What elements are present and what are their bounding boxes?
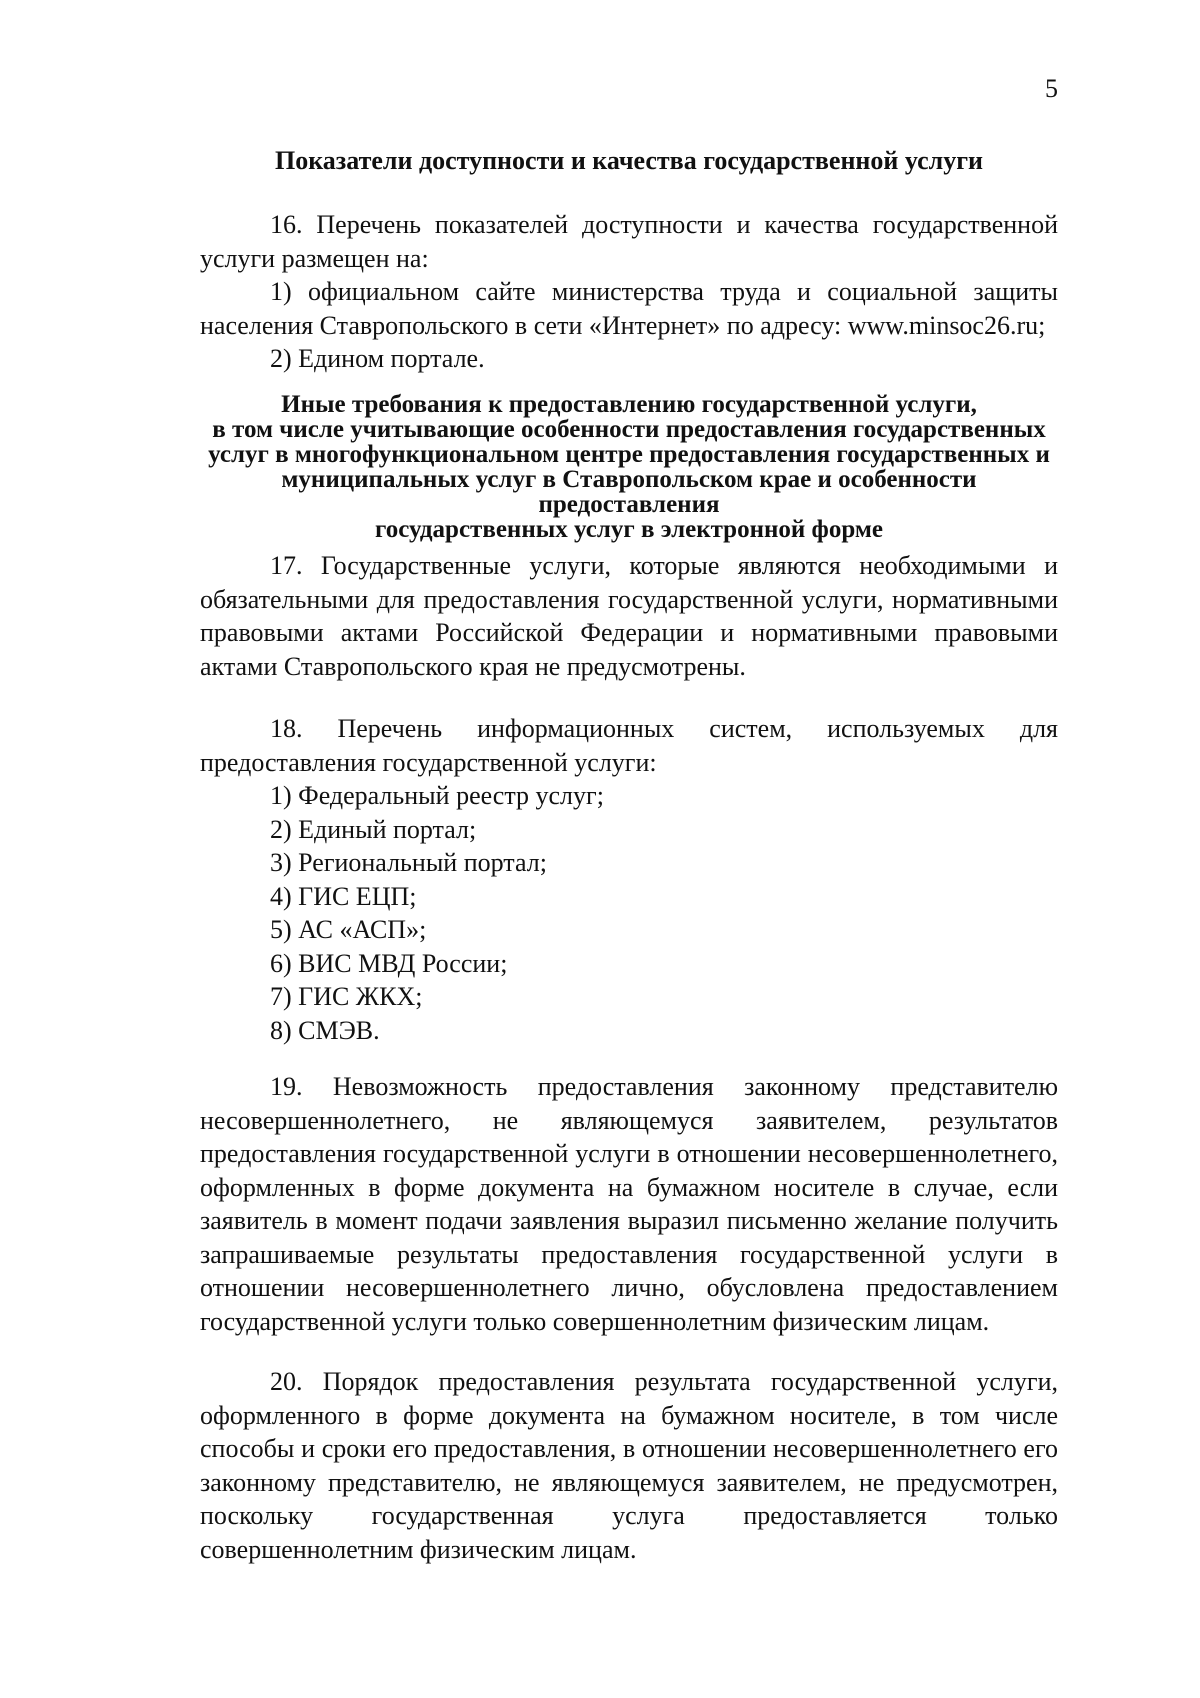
list-item: 4) ГИС ЕЦП; [270, 881, 417, 911]
heading-line: услуг в многофункциональном центре предоставления государственных и [208, 441, 1050, 468]
paragraph-16-text: 16. Перечень показателей доступности и качества государственной услуги размещен на: [200, 210, 1058, 273]
paragraph-19-text: 19. Невозможность предоставления законному представителю несовершеннолетнего, не являющемуся заявителем, результатов предоставления государственной услуги в отношении несовершеннолетнего, оформленных в форме документа на бумажном носителе в случае, если заявитель в момент подачи заявления выразил письменно желание получить запрашиваемые результаты предоставления государственной услуги в отношении несовершеннолетнего лично, обусловлена предоставлением государственной услуги только совершеннолетним физическим лицам. [200, 1072, 1058, 1336]
paragraph-20 [200, 1365, 1058, 1566]
list-item: 7) ГИС ЖКХ; [270, 982, 423, 1011]
list-item: 2) Единый портал; [270, 814, 477, 844]
list-item: 3) Региональный портал; [270, 848, 547, 877]
paragraph-16 [200, 208, 1058, 376]
page-number: 5 [1045, 74, 1058, 103]
section-heading-other-requirements [200, 392, 1058, 542]
paragraph-19 [200, 1070, 1058, 1338]
paragraph-20-text: 20. Порядок предоставления результата государственной услуги, оформленного в форме документа на бумажном носителе, в том числе способы и сроки его предоставления, в отношении несовершеннолетнего его законному представителю, не являющемуся заявителем, не предусмотрен, поскольку государственная услуга предоставляется только совершеннолетним физическим лицам. [200, 1367, 1058, 1564]
heading-line: в том числе учитывающие особенности предоставления государственных [212, 416, 1046, 443]
list-item: 6) ВИС МВД России; [270, 948, 508, 978]
heading-line: Иные требования к предоставлению государственной услуги, [281, 391, 977, 418]
paragraph-17-text: 17. Государственные услуги, которые являются необходимыми и обязательными для предоставления государственной услуги, нормативными правовыми актами Российской Федерации и нормативными правовыми актами Ставропольского края не предусмотрены. [200, 551, 1058, 681]
list-item: 1) официальном сайте министерства труда и социальной защиты населения Ставропольского в сети «Интернет» по адресу: www.minsoc26.ru; [200, 277, 1058, 340]
paragraph-18 [200, 712, 1058, 1047]
heading-line: государственных услуг в электронной форме [374, 516, 883, 543]
section-heading-quality: Показатели доступности и качества государственной услуги [274, 146, 984, 175]
list-item: 5) АС «АСП»; [270, 915, 427, 944]
list-item: 2) Едином портале. [270, 344, 485, 373]
heading-line: муниципальных услуг в Ставропольском крае и особенности предоставления [281, 466, 977, 518]
paragraph-17 [200, 549, 1058, 683]
list-item: 8) СМЭВ. [270, 1015, 380, 1045]
paragraph-18-text: 18. Перечень информационных систем, используемых для предоставления государственной услуги: [200, 714, 1058, 777]
list-item: 1) Федеральный реестр услуг; [270, 781, 604, 810]
